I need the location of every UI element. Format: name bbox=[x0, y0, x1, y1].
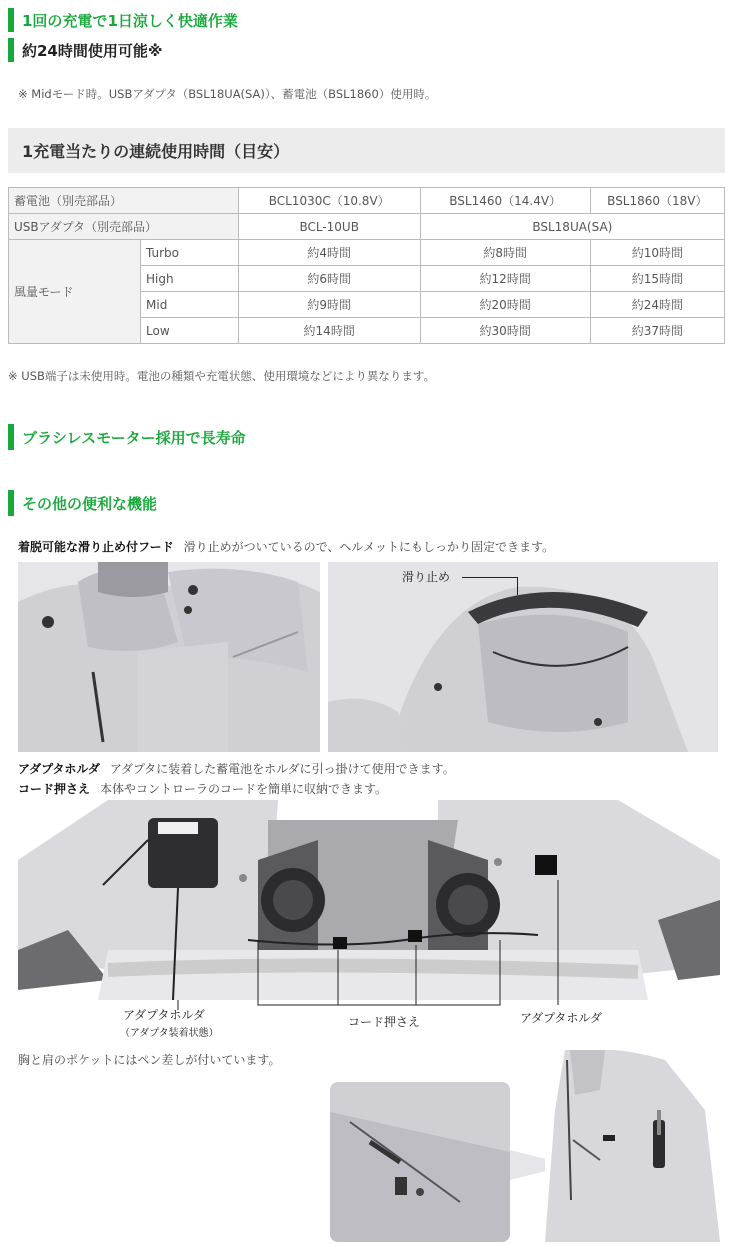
table-cell: 約14時間 bbox=[238, 318, 420, 344]
cord-feature-desc: 本体やコントローラのコードを簡単に収納できます。 bbox=[100, 782, 388, 796]
subheadline bbox=[8, 38, 723, 62]
brushless-text: ブラシレスモーター採用で長寿命 bbox=[22, 428, 246, 447]
table-cell: BCL-10UB bbox=[238, 214, 420, 240]
table-cell: BSL1860（18V） bbox=[590, 188, 724, 214]
table-cell: Mid bbox=[141, 292, 239, 318]
table-cell: 蓄電池（別売部品） bbox=[9, 188, 239, 214]
table-cell: 約8時間 bbox=[420, 240, 590, 266]
table-cell: BSL1460（14.4V） bbox=[420, 188, 590, 214]
table-cell: 約10時間 bbox=[590, 240, 724, 266]
hood-feature-name: 着脱可能な滑り止め付フード bbox=[18, 540, 174, 554]
table-cell: 約20時間 bbox=[420, 292, 590, 318]
table-note: ※ USB端子は未使用時。電池の種類や充電状態、使用環境などにより異なります。 bbox=[8, 369, 435, 383]
jacket-interior-photo bbox=[18, 800, 720, 1040]
headline-text: 1回の充電で1日涼しく快適作業 bbox=[22, 11, 238, 30]
hood-photo-right bbox=[328, 562, 718, 752]
table-cell: Low bbox=[141, 318, 239, 344]
features-headline bbox=[8, 490, 723, 516]
table-cell: 約24時間 bbox=[590, 292, 724, 318]
brushless-headline bbox=[8, 424, 723, 450]
table-cell: 約9時間 bbox=[238, 292, 420, 318]
table-cell: 約30時間 bbox=[420, 318, 590, 344]
adapter-holder-right-label: アダプタホルダ bbox=[520, 1011, 602, 1025]
features-text: その他の便利な機能 bbox=[22, 494, 158, 513]
table-title: 1充電当たりの連続使用時間（目安） bbox=[8, 128, 725, 173]
adapter-feature-desc: アダプタに装着した蓄電池をホルダに引っ掛けて使用できます。 bbox=[109, 762, 455, 776]
headline bbox=[8, 8, 723, 32]
pocket-note: 胸と肩のポケットにはペン差しが付いています。 bbox=[18, 1053, 281, 1067]
top-note: ※ Midモード時。USBアダプタ（BSL18UA(SA)）、蓄電池（BSL1860）使用時。 bbox=[18, 87, 437, 101]
table-cell: USBアダプタ（別売部品） bbox=[9, 214, 239, 240]
adapter-feature-name: アダプタホルダ bbox=[18, 762, 100, 776]
hood-photo-left bbox=[18, 562, 320, 752]
adapter-holder-left-label: アダプタホルダ bbox=[123, 1008, 205, 1022]
adapter-feature bbox=[18, 760, 455, 777]
table-cell: BCL1030C（10.8V） bbox=[238, 188, 420, 214]
table-cell: 約37時間 bbox=[590, 318, 724, 344]
table-cell-mode-label: 風量モード bbox=[9, 240, 141, 344]
callout-line bbox=[462, 577, 517, 578]
table-cell: 約15時間 bbox=[590, 266, 724, 292]
table-cell: 約4時間 bbox=[238, 240, 420, 266]
pocket-closeup-photo bbox=[330, 1082, 510, 1242]
adapter-attached-label: （アダプタ装着状態） bbox=[120, 1028, 219, 1039]
table-cell: 約6時間 bbox=[238, 266, 420, 292]
hood-feature bbox=[18, 538, 554, 555]
non-slip-callout: 滑り止め bbox=[402, 570, 451, 584]
hood-feature-desc: 滑り止めがついているので、ヘルメットにもしっかり固定できます。 bbox=[183, 540, 555, 554]
table-cell: BSL18UA(SA) bbox=[420, 214, 724, 240]
table-cell: High bbox=[141, 266, 239, 292]
subheadline-text: 約24時間使用可能※ bbox=[22, 41, 163, 60]
cord-feature bbox=[18, 780, 387, 797]
table-cell: 約12時間 bbox=[420, 266, 590, 292]
table-row bbox=[9, 240, 725, 266]
usage-time-table bbox=[8, 187, 725, 344]
table-row bbox=[9, 214, 725, 240]
cord-clip-label: コード押さえ bbox=[348, 1015, 421, 1029]
table-row bbox=[9, 188, 725, 214]
cord-feature-name: コード押さえ bbox=[18, 782, 91, 796]
callout-line bbox=[517, 577, 518, 595]
jacket-side-photo bbox=[545, 1050, 720, 1242]
table-cell: Turbo bbox=[141, 240, 239, 266]
